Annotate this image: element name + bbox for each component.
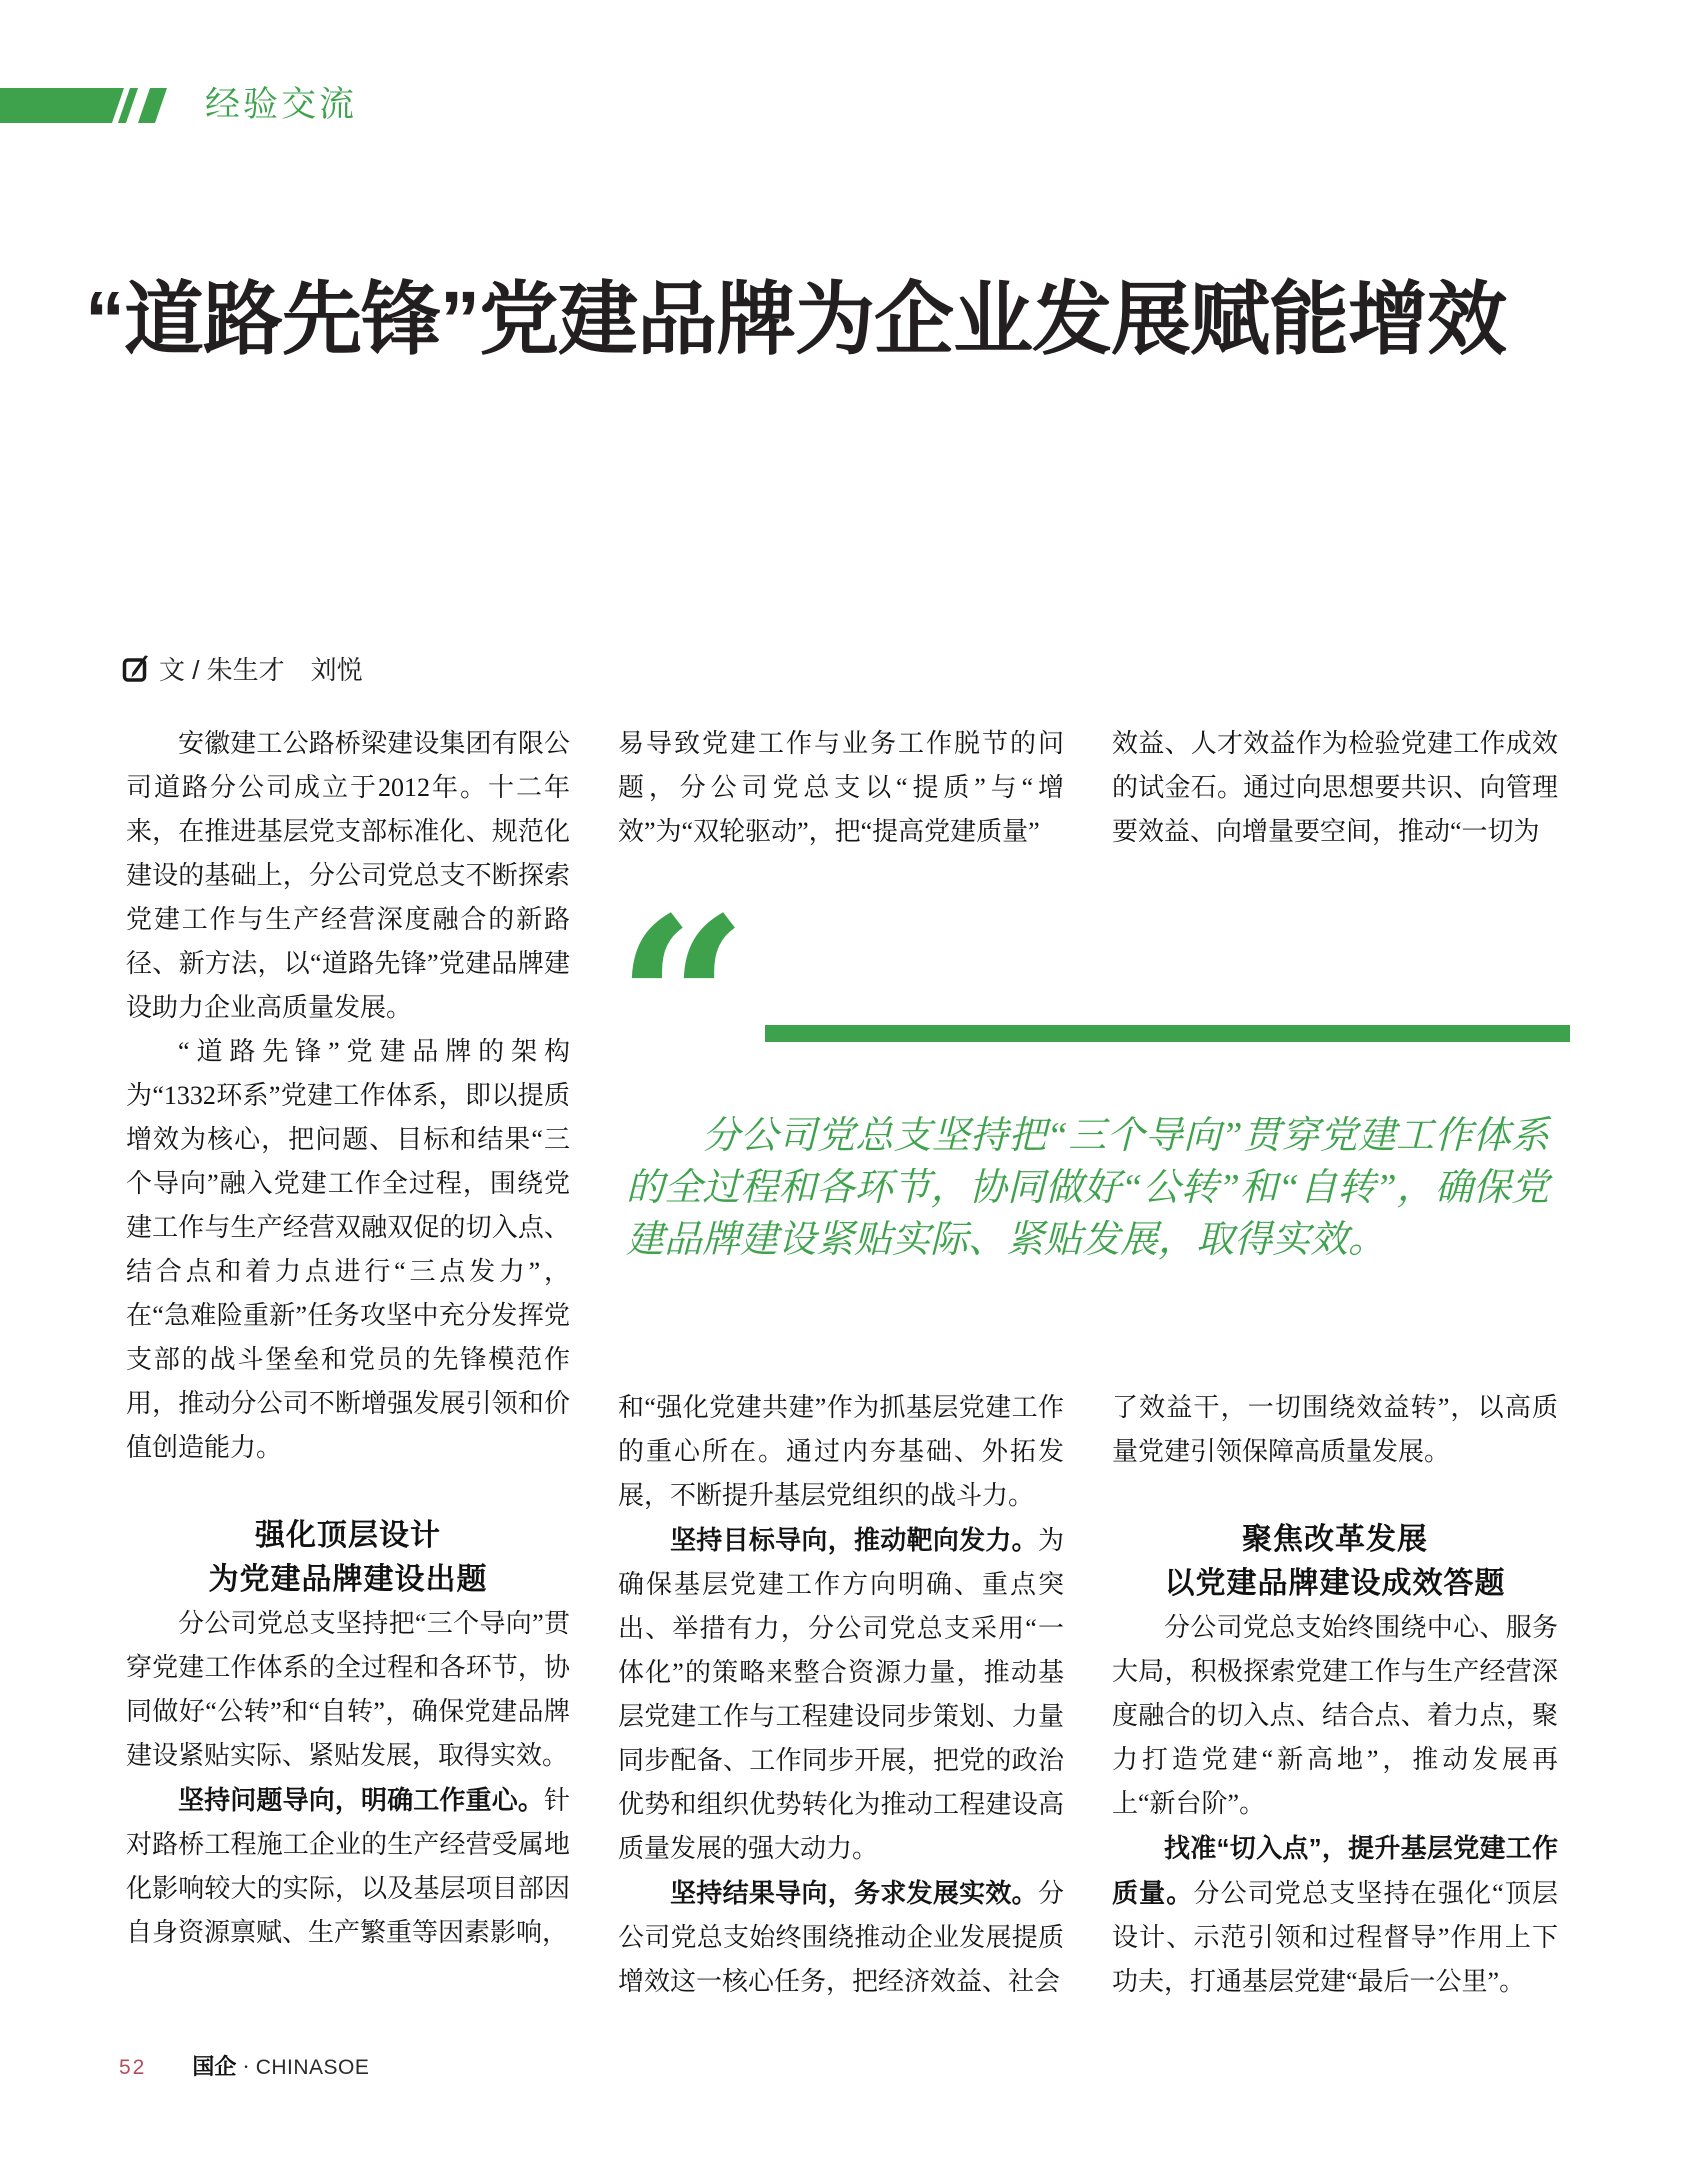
section-heading-line: 强化顶层设计 [255,1519,441,1552]
body-paragraph [1112,1606,1558,1826]
body-paragraph [126,1778,570,1955]
text-run: 效益、人才效益作为检验党建工作成效的试金石。通过向思想要共识、向管理要效益、向增量要空间，推动“一切为 [1112,729,1558,846]
body-paragraph [1112,1386,1558,1474]
body-paragraph [126,722,570,1030]
byline [122,650,363,687]
text-run: 分公司党总支始终围绕中心、服务大局，积极探索党建工作与生产经营深度融合的切入点、结合点、着力点，聚力打造党建“新高地”，推动发展再上“新台阶”。 [1112,1613,1558,1818]
text-run: 分公司党总支始终围绕推动企业发展提质增效这一核心任务，把经济效益、社会 [618,1879,1064,1996]
column-3-top [1112,722,1558,854]
text-run: 易导致党建工作与业务工作脱节的问题，分公司党总支以“提质”与“增效”为“双轮驱动”，把“提高党建质量” [618,729,1064,846]
footer-separator: · [242,2054,250,2079]
pull-quote-text: 分公司党总支坚持把“三个导向”贯穿党建工作体系的全过程和各环节，协同做好“公转”和“自转”，确保党建品牌建设紧贴实际、紧贴发展，取得实效。 [626,1115,1549,1261]
pull-quote [616,868,1600,1280]
section-heading [126,1514,570,1602]
section-heading [1112,1518,1558,1606]
bold-lead-run: 找准“切入点”，提升基层党建工作质量。 [1112,1833,1558,1908]
text-run: 分公司党总支坚持在强化“顶层设计、示范引领和过程督导”作用上下功夫，打通基层党建“最后一公里”。 [1112,1879,1558,1996]
body-paragraph [1112,722,1558,854]
body-paragraph [618,1386,1064,1518]
section-heading-line: 聚焦改革发展 [1242,1523,1428,1556]
body-paragraph [618,722,1064,854]
quote-mark-icon: “ [616,868,749,1138]
body-paragraph [1112,1826,1558,2004]
text-run: 针对路桥工程施工企业的生产经营受属地化影响较大的实际，以及基层项目部因自身资源禀赋、生产繁重等因素影响， [126,1786,570,1947]
body-paragraph [618,1518,1064,1871]
quote-accent-bar [765,1025,1570,1042]
text-run: 分公司党总支坚持把“三个导向”贯穿党建工作体系的全过程和各环节，协同做好“公转”和“自转”，确保党建品牌建设紧贴实际、紧贴发展，取得实效。 [126,1609,570,1770]
column-2-bottom [618,1386,1064,2004]
magazine-name-en: CHINASOE [255,2056,370,2079]
column-1 [126,722,570,1955]
body-paragraph [126,1030,570,1470]
column-2-top [618,722,1064,854]
page-footer [119,2050,369,2081]
bold-lead-run: 坚持结果导向，务求发展实效。 [670,1878,1038,1908]
magazine-name-cn: 国企 [192,2054,237,2079]
section-label: 经验交流 [205,85,358,124]
header-slash-icon [138,88,167,123]
byline-text: 文 / 朱生才 刘悦 [159,655,363,685]
bold-lead-run: 坚持目标导向，推动靶向发力。 [670,1525,1038,1555]
text-run: “道路先锋”党建品牌的架构为“1332环系”党建工作体系，即以提质增效为核心，把问题、目标和结果“三个导向”融入党建工作全过程，围绕党建工作与生产经营双融双促的切入点、结合点和着力点进行“三点发力”，在“急难险重新”任务攻坚中充分发挥党支部的战斗堡垒和党员的先锋模范作用，推动分公司不断增强发展引领和价值创造能力。 [126,1037,570,1462]
header-accent-bar [0,88,124,123]
column-3-bottom [1112,1386,1558,2004]
bold-lead-run: 坚持问题导向，明确工作重心。 [178,1785,544,1815]
page-number: 52 [119,2056,147,2079]
body-paragraph [126,1602,570,1778]
section-heading-line: 为党建品牌建设出题 [208,1563,488,1596]
section-heading-line: 以党建品牌建设成效答题 [1164,1567,1506,1600]
article-title: “道路先锋”党建品牌为企业发展赋能增效 [85,275,1506,364]
text-run: 安徽建工公路桥梁建设集团有限公司道路分公司成立于2012年。十二年来，在推进基层党支部标准化、规范化建设的基础上，分公司党总支不断探索党建工作与生产经营深度融合的新路径、新方法，以“道路先锋”党建品牌建设助力企业高质量发展。 [126,729,570,1022]
text-run: 为确保基层党建工作方向明确、重点突出、举措有力，分公司党总支采用“一体化”的策略来整合资源力量，推动基层党建工作与工程建设同步策划、力量同步配备、工作同步开展，把党的政治优势和组织优势转化为推动工程建设高质量发展的强大动力。 [618,1526,1064,1863]
text-run: 和“强化党建共建”作为抓基层党建工作的重心所在。通过内夯基础、外拓发展，不断提升基层党组织的战斗力。 [618,1393,1064,1510]
body-paragraph [618,1871,1064,2004]
text-run: 了效益干，一切围绕效益转”，以高质量党建引领保障高质量发展。 [1112,1393,1558,1466]
pen-edit-icon [122,655,150,683]
